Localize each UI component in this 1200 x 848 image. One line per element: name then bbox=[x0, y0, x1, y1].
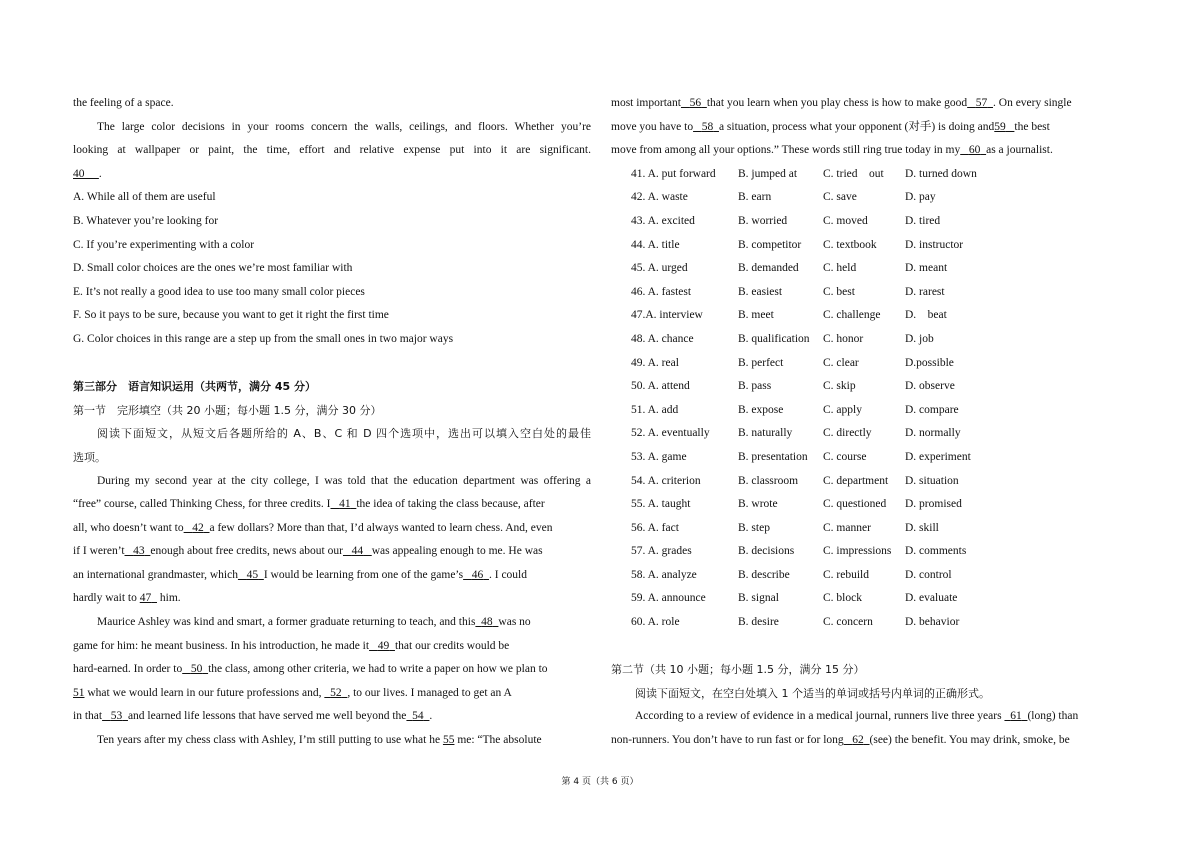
passage-line: hard-earned. In order to 50 the class, among other criteria, we had to write a paper on how we plan to bbox=[73, 663, 548, 676]
choice-c: C. concern bbox=[823, 616, 873, 629]
choice-number: 43. A. excited bbox=[631, 214, 695, 227]
choice-c: C. rebuild bbox=[823, 568, 869, 581]
passage-line: The large color decisions in your rooms concern the walls, ceilings, and floors. Whether you’re bbox=[97, 120, 591, 133]
choice-c: C. questioned bbox=[823, 498, 887, 511]
choice-row bbox=[611, 587, 1129, 611]
blank-53: 53 bbox=[110, 710, 123, 723]
blank-62: 62 bbox=[852, 734, 864, 747]
blank-60: 60 bbox=[968, 144, 981, 157]
choice-b: B. wrote bbox=[738, 498, 778, 511]
blank-48: 48 bbox=[481, 616, 493, 629]
blank-61: 61 bbox=[1010, 710, 1022, 723]
choice-d: D. turned down bbox=[905, 167, 977, 180]
blank-54: 54 bbox=[412, 710, 424, 723]
choice-row bbox=[611, 257, 1129, 281]
choice-b: B. competitor bbox=[738, 238, 802, 251]
blank-56: 56 bbox=[689, 97, 702, 109]
choice-row bbox=[611, 611, 1129, 635]
choice-d: D. job bbox=[905, 332, 934, 345]
choice-c: C. department bbox=[823, 474, 889, 487]
choice-number: 57. A. grades bbox=[631, 545, 692, 558]
option-b: B. Whatever you’re looking for bbox=[73, 214, 219, 227]
section-one-heading: 第一节 完形填空（共 20 小题；每小题 1.5 分，满分 30 分） bbox=[73, 403, 382, 417]
choice-row bbox=[611, 446, 1129, 470]
passage-line: all, who doesn’t want to 42 a few dollars? More than that, I’d always wanted to learn chess. And, even bbox=[73, 521, 553, 534]
passage-line: move you have to 58 a situation, process what your opponent (对手) is doing and59 the best bbox=[611, 120, 1050, 133]
blank-59: 59 bbox=[994, 120, 1006, 133]
choice-number: 51. A. add bbox=[631, 403, 679, 416]
choice-c: C. best bbox=[823, 285, 855, 298]
choice-d: D. beat bbox=[905, 309, 947, 322]
passage-line: During my second year at the city college, I was told that the education department was offering a bbox=[97, 474, 591, 487]
cloze-choices-list bbox=[611, 163, 1129, 635]
blank-51: 51 bbox=[73, 686, 85, 699]
passage-line: if I weren’t 43 enough about free credits, news about our 44 was appealing enough to me. He was bbox=[73, 545, 543, 558]
choice-d: D. tired bbox=[905, 214, 941, 227]
choice-c: C. apply bbox=[823, 403, 862, 416]
passage-line: looking at wallpaper or paint, the time, effort and relative expense put into it are significant. bbox=[73, 144, 591, 157]
choice-number: 52. A. eventually bbox=[631, 427, 710, 440]
choice-row bbox=[611, 564, 1129, 588]
choice-d: D. promised bbox=[905, 498, 962, 511]
blank-45: 45 bbox=[246, 568, 259, 581]
option-a: A. While all of them are useful bbox=[73, 191, 216, 204]
blank-40-line: 40 . bbox=[73, 167, 102, 180]
choice-b: B. worried bbox=[738, 214, 788, 227]
section-two-heading: 第二节（共 10 小题；每小题 1.5 分，满分 15 分） bbox=[611, 663, 865, 677]
choice-row bbox=[611, 422, 1129, 446]
choice-d: D. normally bbox=[905, 427, 961, 440]
choice-c: C. block bbox=[823, 592, 862, 605]
left-column bbox=[73, 92, 591, 753]
passage-line: in that 53 and learned life lessons that have served me well beyond the 54 . bbox=[73, 710, 433, 723]
passage-line: game for him: he meant business. In his introduction, he made it 49 that our credits would be bbox=[73, 639, 510, 652]
instruction-line: 选项。 bbox=[73, 450, 106, 464]
choice-number: 55. A. taught bbox=[631, 498, 691, 511]
choice-number: 48. A. chance bbox=[631, 332, 694, 345]
choice-c: C. skip bbox=[823, 380, 856, 393]
blank-55: 55 bbox=[442, 734, 455, 747]
passage-line: an international grandmaster, which 45 I would be learning from one of the game’s 46 . I could bbox=[73, 568, 527, 581]
choice-number: 47.A. interview bbox=[631, 309, 703, 322]
part-three-heading: 第三部分 语言知识运用（共两节，满分 45 分） bbox=[73, 380, 316, 394]
passage-line: most important 56 that you learn when you play chess is how to make good 57 . On every single bbox=[611, 97, 1072, 109]
choice-c: C. clear bbox=[823, 356, 859, 369]
option-d: D. Small color choices are the ones we’re most familiar with bbox=[73, 262, 353, 275]
passage-line: move from among all your options.” These words still ring true today in my 60 as a journalist. bbox=[611, 144, 1053, 157]
choice-number: 46. A. fastest bbox=[631, 285, 692, 298]
choice-number: 44. A. title bbox=[631, 238, 680, 251]
choice-number: 59. A. announce bbox=[631, 592, 706, 605]
choice-b: B. expose bbox=[738, 403, 784, 416]
choice-b: B. step bbox=[738, 521, 770, 534]
choice-c: C. challenge bbox=[823, 309, 881, 322]
choice-row bbox=[611, 470, 1129, 494]
choice-b: B. signal bbox=[738, 592, 779, 605]
choice-b: B. meet bbox=[738, 309, 774, 322]
blank-58: 58 bbox=[701, 120, 714, 133]
choice-b: B. describe bbox=[738, 568, 790, 581]
blank-46: 46 bbox=[471, 568, 484, 581]
choice-d: D. meant bbox=[905, 262, 948, 275]
choice-b: B. earn bbox=[738, 191, 772, 204]
choice-row bbox=[611, 375, 1129, 399]
choice-row bbox=[611, 210, 1129, 234]
option-c: C. If you’re experimenting with a color bbox=[73, 238, 255, 251]
option-f: F. So it pays to be sure, because you want to get it right the first time bbox=[73, 309, 389, 322]
choice-row bbox=[611, 186, 1129, 210]
choice-c: C. course bbox=[823, 450, 867, 463]
choice-d: D. evaluate bbox=[905, 592, 958, 605]
blank-57: 57 bbox=[975, 97, 988, 109]
section-two-instruction: 阅读下面短文，在空白处填入 1 个适当的单词或括号内单词的正确形式。 bbox=[635, 686, 990, 700]
choice-row bbox=[611, 399, 1129, 423]
choice-row bbox=[611, 517, 1129, 541]
choice-d: D. situation bbox=[905, 474, 959, 487]
choice-d: D. observe bbox=[905, 380, 955, 393]
choice-d: D. compare bbox=[905, 403, 959, 416]
choice-number: 56. A. fact bbox=[631, 521, 679, 534]
blank-52: 52 bbox=[330, 686, 342, 699]
passage-line: the feeling of a space. bbox=[73, 97, 174, 109]
passage-line: hardly wait to 47 him. bbox=[73, 592, 181, 605]
choice-d: D. comments bbox=[905, 545, 967, 558]
choice-c: C. moved bbox=[823, 214, 868, 227]
choice-b: B. qualification bbox=[738, 332, 810, 345]
choice-number: 50. A. attend bbox=[631, 380, 690, 393]
choice-d: D. skill bbox=[905, 521, 939, 534]
choice-number: 49. A. real bbox=[631, 356, 679, 369]
blank-41: 41 bbox=[339, 498, 351, 511]
choice-d: D.possible bbox=[905, 356, 954, 369]
choice-b: B. perfect bbox=[738, 356, 784, 369]
blank-47: 47 bbox=[139, 592, 152, 605]
choice-row bbox=[611, 281, 1129, 305]
choice-d: D. rarest bbox=[905, 285, 945, 298]
choice-row bbox=[611, 328, 1129, 352]
choice-c: C. held bbox=[823, 262, 857, 275]
choice-b: B. desire bbox=[738, 616, 779, 629]
choice-number: 54. A. criterion bbox=[631, 474, 701, 487]
blank-42: 42 bbox=[192, 521, 204, 534]
choice-b: B. easiest bbox=[738, 285, 783, 298]
choice-row bbox=[611, 163, 1129, 187]
choice-number: 45. A. urged bbox=[631, 262, 688, 275]
choice-b: B. demanded bbox=[738, 262, 799, 275]
passage-line: Maurice Ashley was kind and smart, a former graduate returning to teach, and this 48 was no bbox=[97, 616, 531, 629]
choice-d: D. control bbox=[905, 568, 952, 581]
choice-d: D. behavior bbox=[905, 616, 960, 629]
choice-c: C. honor bbox=[823, 332, 864, 345]
choice-number: 53. A. game bbox=[631, 450, 687, 463]
choice-row bbox=[611, 540, 1129, 564]
option-e: E. It’s not really a good idea to use too many small color pieces bbox=[73, 285, 365, 298]
choice-c: C. textbook bbox=[823, 238, 877, 251]
choice-b: B. pass bbox=[738, 380, 772, 393]
blank-49: 49 bbox=[377, 639, 390, 652]
choice-d: D. pay bbox=[905, 191, 936, 204]
choice-b: B. jumped at bbox=[738, 167, 798, 180]
choice-c: C. save bbox=[823, 191, 857, 204]
choice-number: 42. A. waste bbox=[631, 191, 688, 204]
passage-line: “free” course, called Thinking Chess, for three credits. I 41 the idea of taking the class because, after bbox=[73, 498, 545, 511]
choice-row bbox=[611, 352, 1129, 376]
passage-line: Ten years after my chess class with Ashley, I’m still putting to use what he 55 me: “The absolute bbox=[97, 734, 542, 747]
blank-43: 43 bbox=[133, 545, 145, 558]
blank-44: 44 bbox=[351, 545, 364, 558]
choice-row bbox=[611, 234, 1129, 258]
choice-c: C. directly bbox=[823, 427, 872, 440]
choice-row bbox=[611, 493, 1129, 517]
blank-40: 40 bbox=[73, 167, 85, 180]
choice-b: B. classroom bbox=[738, 474, 799, 487]
choice-number: 58. A. analyze bbox=[631, 568, 697, 581]
right-column bbox=[611, 92, 1129, 753]
passage-line: non-runners. You don’t have to run fast or for long 62 (see) the benefit. You may drink, smoke, be bbox=[611, 734, 1070, 747]
choice-c: C. impressions bbox=[823, 545, 892, 558]
choice-b: B. decisions bbox=[738, 545, 795, 558]
blank-50: 50 bbox=[190, 663, 203, 676]
choice-number: 60. A. role bbox=[631, 616, 680, 629]
choice-d: D. experiment bbox=[905, 450, 971, 463]
instruction-line: 阅读下面短文，从短文后各题所给的 A、B、C 和 D 四个选项中，选出可以填入空白处的最佳 bbox=[97, 427, 591, 441]
choice-d: D. instructor bbox=[905, 238, 964, 251]
passage-line: 51 what we would learn in our future professions and, 52 , to our lives. I managed to get an A bbox=[73, 686, 512, 699]
choice-number: 41. A. put forward bbox=[631, 167, 716, 180]
choice-b: B. presentation bbox=[738, 450, 808, 463]
option-g: G. Color choices in this range are a step up from the small ones in two major ways bbox=[73, 332, 454, 345]
page-footer: 第 4 页（共 6 页） bbox=[561, 777, 639, 787]
choice-c: C. manner bbox=[823, 521, 871, 534]
choice-b: B. naturally bbox=[738, 427, 793, 440]
choice-row bbox=[611, 304, 1129, 328]
choice-c: C. tried out bbox=[823, 167, 884, 180]
passage-line: According to a review of evidence in a medical journal, runners live three years 61 (long) than bbox=[635, 710, 1079, 723]
